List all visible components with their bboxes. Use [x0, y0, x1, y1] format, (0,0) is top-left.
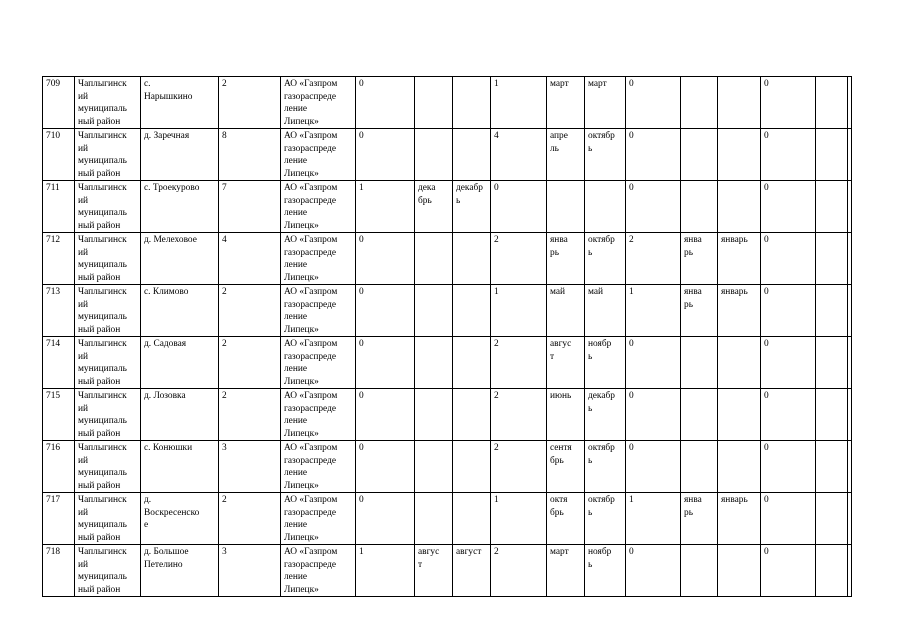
extra-cell-1	[816, 181, 848, 233]
extra-cell-2	[848, 233, 852, 285]
count-cell: 2	[219, 337, 281, 389]
organization-cell: АО «Газпром газораспреде ление Липецк»	[281, 233, 356, 285]
count-cell: 2	[219, 285, 281, 337]
value-c-cell: 1	[626, 493, 681, 545]
district-cell: Чаплыгинск ий муниципаль ный район	[75, 545, 141, 597]
extra-cell-2	[848, 545, 852, 597]
value-b-cell: 2	[491, 441, 547, 493]
value-d-cell: 0	[761, 233, 816, 285]
month-b-end-cell	[585, 181, 626, 233]
district-cell: Чаплыгинск ий муниципаль ный район	[75, 77, 141, 129]
count-cell: 2	[219, 493, 281, 545]
value-a-cell: 0	[356, 441, 415, 493]
value-b-cell: 2	[491, 337, 547, 389]
month-a-start-cell	[415, 285, 453, 337]
month-a-start-cell: авгус т	[415, 545, 453, 597]
month-a-start-cell	[415, 389, 453, 441]
value-b-cell: 1	[491, 493, 547, 545]
month-b-end-cell: октябр ь	[585, 493, 626, 545]
district-cell: Чаплыгинск ий муниципаль ный район	[75, 129, 141, 181]
row-number-cell: 710	[43, 129, 75, 181]
value-c-cell: 1	[626, 285, 681, 337]
extra-cell-1	[816, 545, 848, 597]
locality-cell: д. Садовая	[141, 337, 219, 389]
row-number-cell: 716	[43, 441, 75, 493]
district-cell: Чаплыгинск ий муниципаль ный район	[75, 389, 141, 441]
month-a-end-cell: декабр ь	[453, 181, 491, 233]
month-b-end-cell: октябр ь	[585, 129, 626, 181]
month-c-end-cell: январь	[718, 493, 761, 545]
month-b-start-cell: авгус т	[547, 337, 585, 389]
count-cell: 2	[219, 77, 281, 129]
extra-cell-2	[848, 129, 852, 181]
month-a-start-cell: дека брь	[415, 181, 453, 233]
month-a-start-cell	[415, 337, 453, 389]
row-number-cell: 709	[43, 77, 75, 129]
locality-cell: д. Большое Петелино	[141, 545, 219, 597]
value-b-cell: 2	[491, 389, 547, 441]
locality-cell: д. Воскресенско е	[141, 493, 219, 545]
value-a-cell: 0	[356, 337, 415, 389]
value-a-cell: 1	[356, 181, 415, 233]
value-a-cell: 0	[356, 77, 415, 129]
month-a-start-cell	[415, 493, 453, 545]
value-a-cell: 0	[356, 233, 415, 285]
month-a-start-cell	[415, 77, 453, 129]
extra-cell-2	[848, 389, 852, 441]
value-d-cell: 0	[761, 129, 816, 181]
value-b-cell: 2	[491, 233, 547, 285]
extra-cell-2	[848, 493, 852, 545]
month-c-end-cell	[718, 545, 761, 597]
month-a-end-cell: август	[453, 545, 491, 597]
extra-cell-1	[816, 389, 848, 441]
month-a-start-cell	[415, 441, 453, 493]
value-c-cell: 2	[626, 233, 681, 285]
month-b-start-cell: янва рь	[547, 233, 585, 285]
table-row	[43, 441, 852, 493]
row-number-cell: 712	[43, 233, 75, 285]
month-c-start-cell: янва рь	[681, 233, 718, 285]
district-cell: Чаплыгинск ий муниципаль ный район	[75, 285, 141, 337]
month-c-end-cell: январь	[718, 285, 761, 337]
value-c-cell: 0	[626, 545, 681, 597]
organization-cell: АО «Газпром газораспреде ление Липецк»	[281, 545, 356, 597]
organization-cell: АО «Газпром газораспреде ление Липецк»	[281, 129, 356, 181]
row-number-cell: 718	[43, 545, 75, 597]
value-b-cell: 1	[491, 77, 547, 129]
document-table	[42, 76, 852, 597]
locality-cell: д. Заречная	[141, 129, 219, 181]
table-row	[43, 337, 852, 389]
value-a-cell: 0	[356, 129, 415, 181]
month-a-end-cell	[453, 129, 491, 181]
locality-cell: с. Конюшки	[141, 441, 219, 493]
month-a-end-cell	[453, 233, 491, 285]
extra-cell-2	[848, 181, 852, 233]
count-cell: 7	[219, 181, 281, 233]
month-a-end-cell	[453, 389, 491, 441]
month-b-end-cell: май	[585, 285, 626, 337]
month-c-start-cell	[681, 389, 718, 441]
table-row	[43, 545, 852, 597]
district-cell: Чаплыгинск ий муниципаль ный район	[75, 493, 141, 545]
month-b-end-cell: декабр ь	[585, 389, 626, 441]
extra-cell-2	[848, 337, 852, 389]
month-b-end-cell: октябр ь	[585, 441, 626, 493]
month-c-end-cell	[718, 337, 761, 389]
month-b-start-cell: май	[547, 285, 585, 337]
district-cell: Чаплыгинск ий муниципаль ный район	[75, 441, 141, 493]
table-row	[43, 493, 852, 545]
extra-cell-2	[848, 285, 852, 337]
value-b-cell: 4	[491, 129, 547, 181]
month-c-end-cell: январь	[718, 233, 761, 285]
value-c-cell: 0	[626, 77, 681, 129]
locality-cell: с. Нарышкино	[141, 77, 219, 129]
locality-cell: д. Мелеховое	[141, 233, 219, 285]
value-a-cell: 0	[356, 389, 415, 441]
month-b-start-cell: октя брь	[547, 493, 585, 545]
month-b-start-cell: сентя брь	[547, 441, 585, 493]
month-c-start-cell	[681, 441, 718, 493]
month-c-start-cell	[681, 129, 718, 181]
extra-cell-1	[816, 493, 848, 545]
count-cell: 4	[219, 233, 281, 285]
value-d-cell: 0	[761, 285, 816, 337]
organization-cell: АО «Газпром газораспреде ление Липецк»	[281, 337, 356, 389]
locality-cell: с. Троекурово	[141, 181, 219, 233]
value-c-cell: 0	[626, 441, 681, 493]
value-a-cell: 0	[356, 285, 415, 337]
month-b-end-cell: ноябр ь	[585, 545, 626, 597]
month-c-start-cell	[681, 181, 718, 233]
month-a-end-cell	[453, 337, 491, 389]
month-b-start-cell	[547, 181, 585, 233]
month-c-end-cell	[718, 389, 761, 441]
month-c-start-cell: янва рь	[681, 285, 718, 337]
value-b-cell: 0	[491, 181, 547, 233]
row-number-cell: 714	[43, 337, 75, 389]
extra-cell-2	[848, 441, 852, 493]
table-row	[43, 389, 852, 441]
extra-cell-2	[848, 77, 852, 129]
organization-cell: АО «Газпром газораспреде ление Липецк»	[281, 285, 356, 337]
month-a-end-cell	[453, 285, 491, 337]
month-b-start-cell: апре ль	[547, 129, 585, 181]
value-d-cell: 0	[761, 337, 816, 389]
month-b-start-cell: март	[547, 77, 585, 129]
extra-cell-1	[816, 129, 848, 181]
month-c-start-cell	[681, 77, 718, 129]
value-c-cell: 0	[626, 129, 681, 181]
month-a-start-cell	[415, 233, 453, 285]
month-b-start-cell: март	[547, 545, 585, 597]
month-a-end-cell	[453, 441, 491, 493]
value-c-cell: 0	[626, 181, 681, 233]
row-number-cell: 713	[43, 285, 75, 337]
value-d-cell: 0	[761, 545, 816, 597]
extra-cell-1	[816, 233, 848, 285]
month-c-end-cell	[718, 181, 761, 233]
district-cell: Чаплыгинск ий муниципаль ный район	[75, 233, 141, 285]
table-row	[43, 77, 852, 129]
extra-cell-1	[816, 337, 848, 389]
month-c-start-cell	[681, 337, 718, 389]
district-cell: Чаплыгинск ий муниципаль ный район	[75, 181, 141, 233]
count-cell: 3	[219, 545, 281, 597]
extra-cell-1	[816, 441, 848, 493]
count-cell: 3	[219, 441, 281, 493]
value-c-cell: 0	[626, 389, 681, 441]
value-b-cell: 1	[491, 285, 547, 337]
row-number-cell: 717	[43, 493, 75, 545]
count-cell: 8	[219, 129, 281, 181]
organization-cell: АО «Газпром газораспреде ление Липецк»	[281, 389, 356, 441]
value-a-cell: 0	[356, 493, 415, 545]
month-a-end-cell	[453, 493, 491, 545]
month-a-start-cell	[415, 129, 453, 181]
table-row	[43, 233, 852, 285]
month-a-end-cell	[453, 77, 491, 129]
month-c-start-cell: янва рь	[681, 493, 718, 545]
table-row	[43, 181, 852, 233]
value-c-cell: 0	[626, 337, 681, 389]
organization-cell: АО «Газпром газораспреде ление Липецк»	[281, 181, 356, 233]
month-c-start-cell	[681, 545, 718, 597]
value-a-cell: 1	[356, 545, 415, 597]
value-d-cell: 0	[761, 493, 816, 545]
organization-cell: АО «Газпром газораспреде ление Липецк»	[281, 441, 356, 493]
value-d-cell: 0	[761, 181, 816, 233]
value-d-cell: 0	[761, 389, 816, 441]
value-d-cell: 0	[761, 77, 816, 129]
organization-cell: АО «Газпром газораспреде ление Липецк»	[281, 77, 356, 129]
month-b-end-cell: ноябр ь	[585, 337, 626, 389]
locality-cell: д. Лозовка	[141, 389, 219, 441]
extra-cell-1	[816, 77, 848, 129]
row-number-cell: 711	[43, 181, 75, 233]
month-b-end-cell: март	[585, 77, 626, 129]
month-c-end-cell	[718, 77, 761, 129]
month-b-start-cell: июнь	[547, 389, 585, 441]
extra-cell-1	[816, 285, 848, 337]
count-cell: 2	[219, 389, 281, 441]
locality-cell: с. Климово	[141, 285, 219, 337]
month-c-end-cell	[718, 441, 761, 493]
row-number-cell: 715	[43, 389, 75, 441]
month-b-end-cell: октябр ь	[585, 233, 626, 285]
month-c-end-cell	[718, 129, 761, 181]
table-row	[43, 285, 852, 337]
organization-cell: АО «Газпром газораспреде ление Липецк»	[281, 493, 356, 545]
district-cell: Чаплыгинск ий муниципаль ный район	[75, 337, 141, 389]
table-row	[43, 129, 852, 181]
value-b-cell: 2	[491, 545, 547, 597]
value-d-cell: 0	[761, 441, 816, 493]
